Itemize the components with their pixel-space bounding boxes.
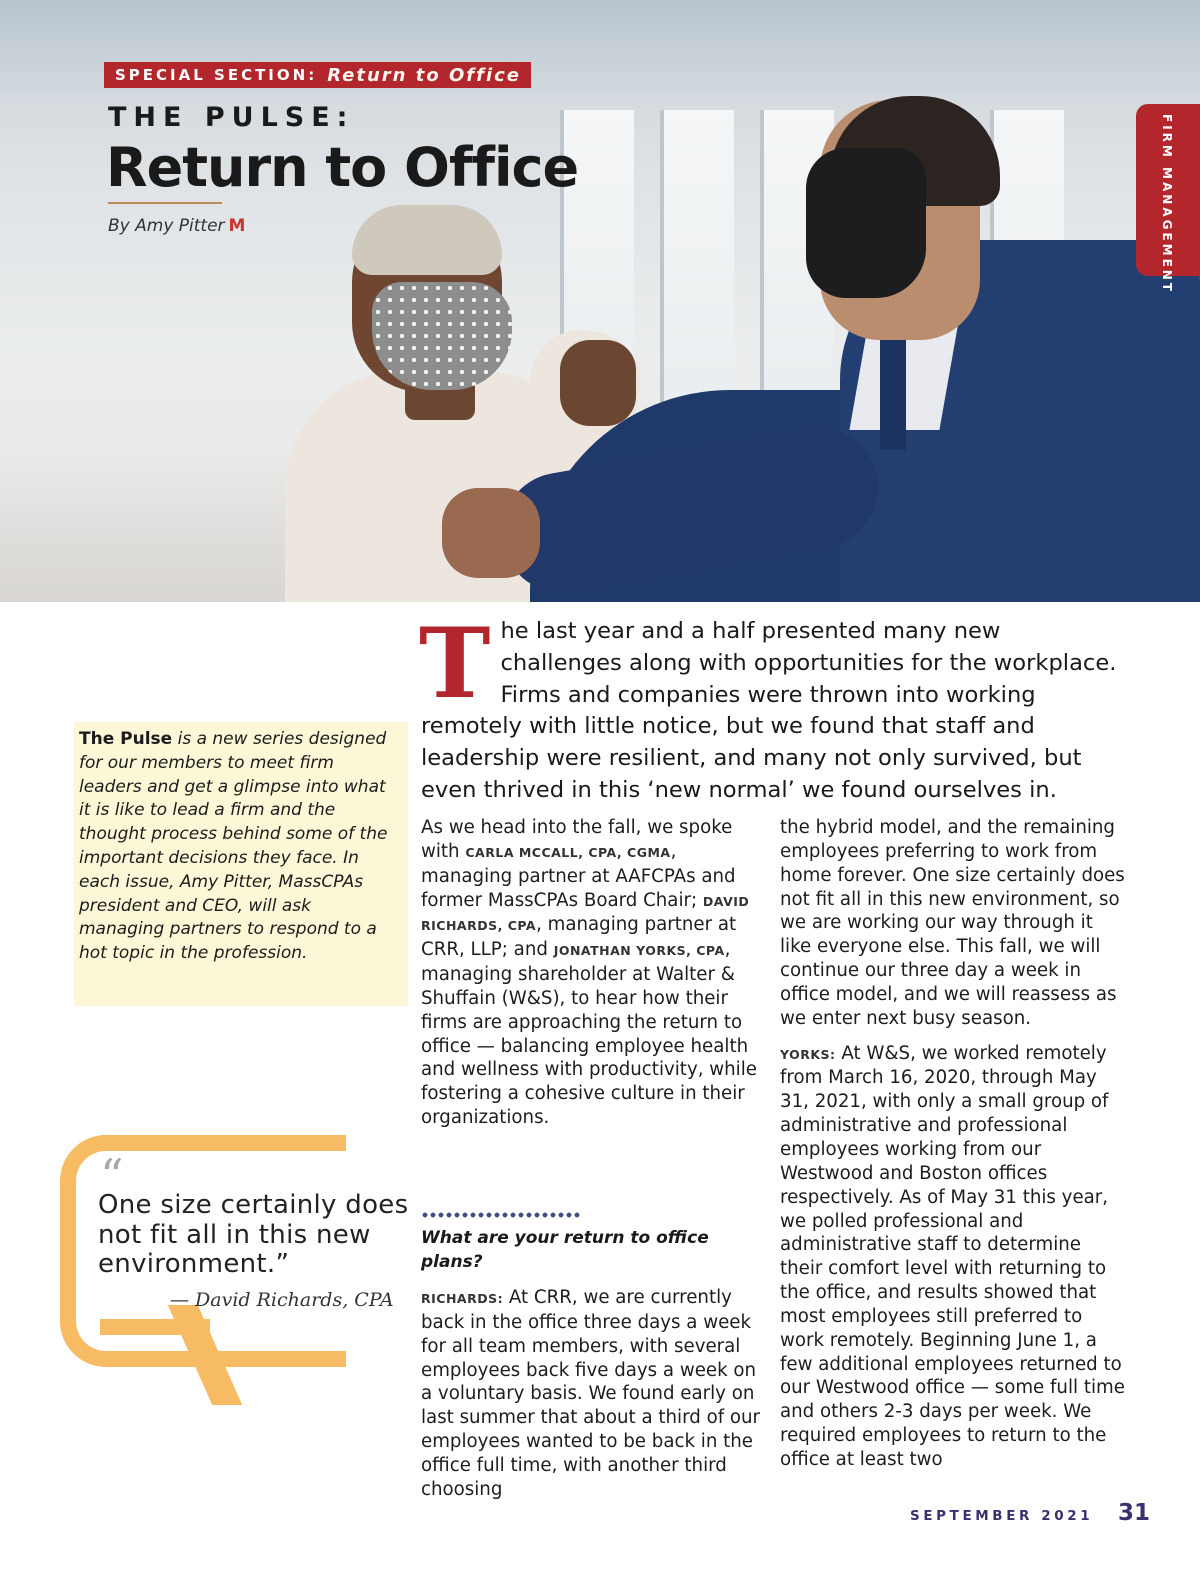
member-mark-icon: M [228,216,246,236]
side-tab-label: FIRM MANAGEMENT [1160,114,1174,294]
woman-hair [352,205,502,275]
body-paragraph: the hybrid model, and the remaining employees preferring to work from home forever. One size certainly does not fit all in this new environment, so we are working our way through it like everyone else. This fall, we will continue our three day a week in office model, and we will reassess as we enter next busy season. [780,817,1125,1029]
man-face-mask [806,148,926,298]
intro-paragraph [421,816,761,1130]
special-section-label [104,62,531,88]
special-section-topic: Return to Office [327,64,522,86]
lead-paragraph [419,607,1121,807]
drop-cap: T [419,607,491,720]
page-number: 31 [1118,1500,1151,1526]
title-rule [108,202,222,204]
body-text: At CRR, we are currently back in the office three days a week for all team members, with several employees back five days a week on a voluntary basis. We found early on last summer that about a third of our employees wanted to be back in the office full time, with another third choosing [421,1287,761,1500]
body-text: As we head into the fall, we spoke with [421,817,733,862]
pull-quote [60,1135,420,1415]
quote-mark-icon: “ [100,1149,124,1203]
body-text: At W&S, we worked remotely from March 16, 2020, through May 31, 2021, with only a small group of administrative and professional employees working from our Westwood and Boston offices respectively. As of May 31 this year, we polled professional and administrative staff to determine their comfort level with returning to the office, and results showed that most employees still preferred to work remotely. Beginning June 1, a few additional employees returned to our Westwood office — some full time and others 2-3 days per week. We required employees to return to the office at least two [780,1042,1125,1470]
byline-author: By Amy Pitter [108,216,225,236]
woman-face-mask [372,282,512,390]
person-name: DAVID RICHARDS, CPA [421,893,750,934]
dotted-divider [421,1212,581,1218]
answer-paragraph [421,1286,761,1502]
footer-issue-date: SEPTEMBER 2021 [910,1508,1094,1524]
pulse-sidebar [74,722,408,1006]
special-section-prefix: SPECIAL SECTION: [115,66,318,84]
article-kicker: THE PULSE: [108,102,355,133]
interview-question: What are your return to office plans? [421,1228,709,1272]
body-column-2 [780,816,1125,1472]
answer-paragraph [780,1042,1125,1472]
body-text: , managing partner at AAFCPAs and former MassCPAs Board Chair; [421,840,736,911]
body-column-1-answer [421,1286,761,1502]
article-title: Return to Office [106,136,579,199]
speaker-label: RICHARDS: [421,1291,504,1306]
section-side-tab [1136,104,1200,294]
pulse-sidebar-bold: The Pulse [79,729,173,749]
body-text: , managing partner at CRR, LLP; and [421,914,737,961]
quote-bubble-top [100,1135,282,1151]
byline [108,216,245,236]
person-name: CARLA MCCALL, CPA, CGMA [465,844,671,860]
speaker-label: YORKS: [780,1046,836,1062]
hero-photo [0,0,1200,602]
body-text: , managing shareholder at Walter & Shuffain (W&S), to hear how their firms are approaching the return to office — balancing employee health and wellness with productivity, while fostering a cohesive culture in their organizations. [421,939,757,1129]
man-tie [880,330,906,450]
pulse-sidebar-text: is a new series designed for our members to meet firm leaders and get a glimpse into what it is like to lead a firm and the thought process behind some of the important decisions they face. In each issue, Amy Pitter, MassCPAs president and CEO, will ask managing partners to respond to a hot topic in the profession. [79,729,388,964]
pull-quote-text: One size certainly does not fit all in this new environment.” [98,1190,409,1280]
pull-quote-attribution: — David Richards, CPA [170,1289,394,1311]
man-fist [442,488,540,578]
lead-text: he last year and a half presented many new challenges along with opportunities for the workplace. Firms and companies were thrown into working remotely with little notice, but we found that staff and leadership were resilient, and many not only survived, but even thrived in this ‘new normal’ we found ourselves in. [421,618,1117,803]
body-column-1 [421,816,761,1130]
woman-fist [560,340,636,426]
person-name: JONATHAN YORKS, CPA [553,943,725,959]
